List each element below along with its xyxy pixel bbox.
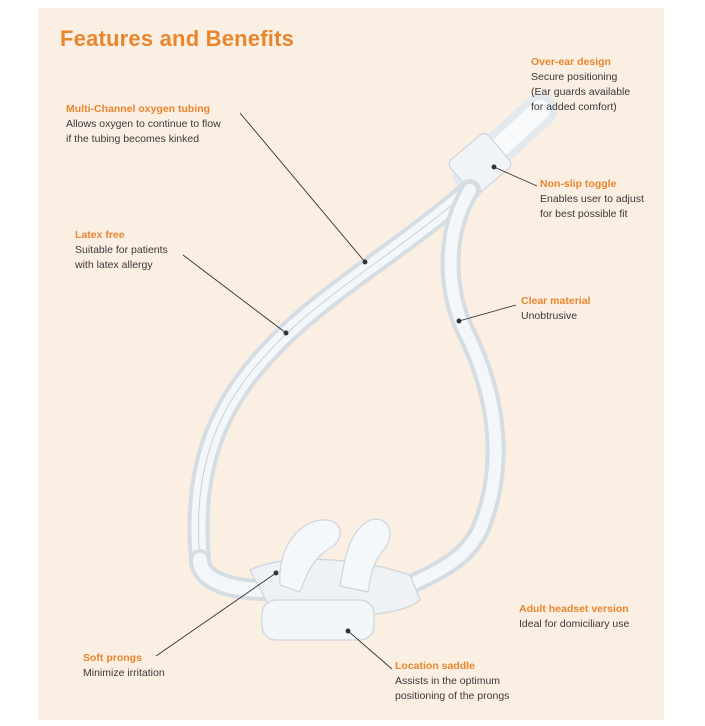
callout-latex-free	[75, 228, 168, 273]
callout-heading: Clear material	[521, 295, 591, 307]
callout-heading: Soft prongs	[83, 652, 142, 664]
callout-text: Assists in the optimum positioning of the prongs	[395, 675, 510, 702]
page-title: Features and Benefits	[60, 26, 295, 51]
callout-text: Suitable for patients with latex allergy	[75, 244, 168, 271]
callout-heading: Adult headset version	[519, 603, 629, 615]
callout-multi-channel	[66, 102, 221, 147]
callout-soft-prongs	[83, 651, 165, 681]
callout-heading: Location saddle	[395, 660, 475, 672]
callout-location-saddle	[395, 659, 509, 704]
callout-heading: Multi-Channel oxygen tubing	[66, 103, 211, 115]
left-tubing	[198, 190, 470, 560]
callout-text: Allows oxygen to continue to flow if the tubing becomes kinked	[66, 118, 221, 145]
callout-text: Ideal for domiciliary use	[519, 618, 630, 630]
callout-text: Unobtrusive	[521, 310, 578, 322]
callout-text: Enables user to adjust for best possible fit	[540, 193, 644, 220]
callout-over-ear	[531, 55, 630, 115]
callout-heading: Latex free	[75, 229, 125, 241]
callout-text: Secure positioning (Ear guards available for added comfort)	[531, 71, 631, 113]
callout-clear-material	[521, 294, 590, 324]
callout-heading: Non-slip toggle	[540, 178, 617, 190]
callout-adult-headset	[519, 602, 629, 632]
callout-non-slip	[540, 177, 644, 222]
callout-heading: Over-ear design	[531, 56, 611, 68]
callout-text: Minimize irritation	[83, 667, 165, 679]
